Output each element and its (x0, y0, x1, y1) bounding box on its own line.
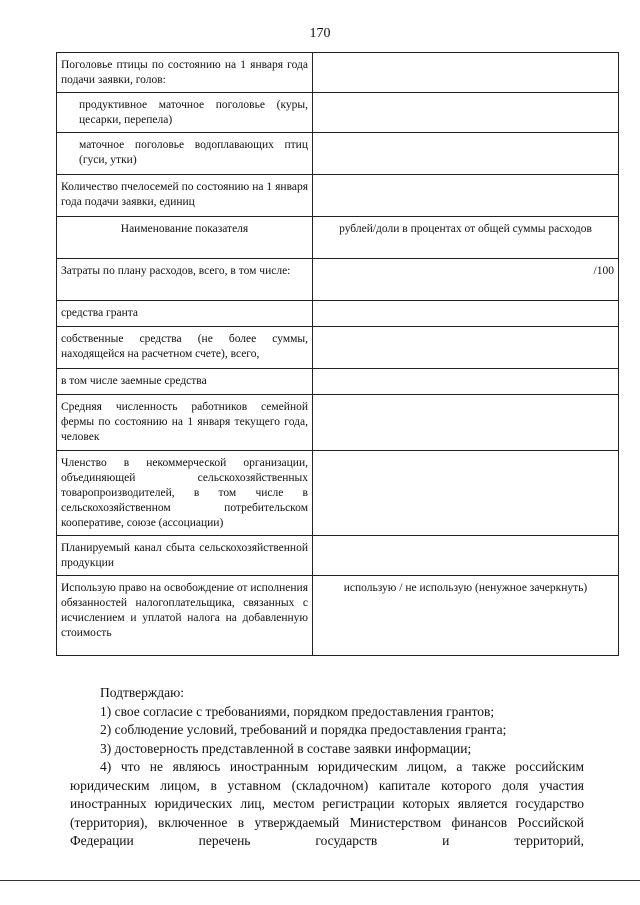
table-row (57, 395, 619, 451)
page-number: 170 (309, 26, 331, 41)
row-value-waterfowl[interactable] (313, 133, 619, 175)
row-label-sales-channel: Планируемый канал сбыта сельскохозяйственной продукции (57, 536, 313, 576)
application-form-table (56, 52, 619, 656)
row-label-bee-colonies: Количество пчелосемей по состоянию на 1 января года подачи заявки, единиц (57, 175, 313, 217)
row-label-grant-funds: средства гранта (57, 301, 313, 327)
confirmation-item: 4) что не являюсь иностранным юридическим лицом, а также российским юридическим лицом, в уставном (складочном) капитале которого доля участия иностранных юридических лиц, местом регистрации которых является государство (территория), включенное в утверждаемый Министерством финансов Российской Федерации перечень государств и территорий, (70, 759, 584, 848)
row-value-vat-exemption[interactable]: использую / не использую (ненужное зачеркнуть) (313, 576, 619, 656)
row-value-avg-workers[interactable] (313, 395, 619, 451)
table-row (57, 301, 619, 327)
row-label-membership: Членство в некоммерческой организации, объединяющей сельскохозяйственных товаропроизводителей, в том числе в сельскохозяйственном потребительском кооперативе, союзе (ассоциации) (57, 451, 313, 536)
header-indicator-name: Наименование показателя (57, 217, 313, 259)
row-label-waterfowl: маточное поголовье водоплавающих птиц (гуси, утки) (57, 133, 313, 175)
confirmation-section (70, 684, 584, 851)
table-row (57, 536, 619, 576)
table-row (57, 451, 619, 536)
row-value-productive-poultry[interactable] (313, 93, 619, 133)
row-value-bee-colonies[interactable] (313, 175, 619, 217)
confirmation-heading: Подтверждаю: (100, 685, 184, 700)
table-header-row (57, 217, 619, 259)
page-bottom-rule (0, 880, 640, 881)
row-value-own-funds[interactable] (313, 327, 619, 369)
row-label-avg-workers: Средняя численность работников семейной фермы по состоянию на 1 января текущего года, человек (57, 395, 313, 451)
table-row (57, 93, 619, 133)
row-value-borrowed-funds[interactable] (313, 369, 619, 395)
row-label-poultry: Поголовье птицы по состоянию на 1 января года подачи заявки, голов: (57, 53, 313, 93)
confirmation-item: 2) соблюдение условий, требований и порядка предоставления гранта; (100, 722, 507, 737)
table-row (57, 327, 619, 369)
row-value-total-costs[interactable]: /100 (313, 259, 619, 301)
table-row (57, 175, 619, 217)
table-row (57, 133, 619, 175)
table-row (57, 576, 619, 656)
header-units: рублей/доли в процентах от общей суммы расходов (313, 217, 619, 259)
row-value-sales-channel[interactable] (313, 536, 619, 576)
row-label-total-costs: Затраты по плану расходов, всего, в том числе: (57, 259, 313, 301)
table-row (57, 369, 619, 395)
row-label-borrowed-funds: в том числе заемные средства (57, 369, 313, 395)
row-label-productive-poultry: продуктивное маточное поголовье (куры, цесарки, перепела) (57, 93, 313, 133)
table-row (57, 259, 619, 301)
row-value-grant-funds[interactable] (313, 301, 619, 327)
row-value-poultry[interactable] (313, 53, 619, 93)
row-label-own-funds: собственные средства (не более суммы, находящейся на расчетном счете), всего, (57, 327, 313, 369)
row-value-membership[interactable] (313, 451, 619, 536)
table-row (57, 53, 619, 93)
confirmation-item: 3) достоверность представленной в составе заявки информации; (100, 740, 472, 756)
confirmation-item: 1) свое согласие с требованиями, порядком предоставления грантов; (100, 703, 495, 719)
row-label-vat-exemption: Использую право на освобождение от исполнения обязанностей налогоплательщика, связанных с исчислением и уплатой налога на добавленную стоимость (57, 576, 313, 656)
